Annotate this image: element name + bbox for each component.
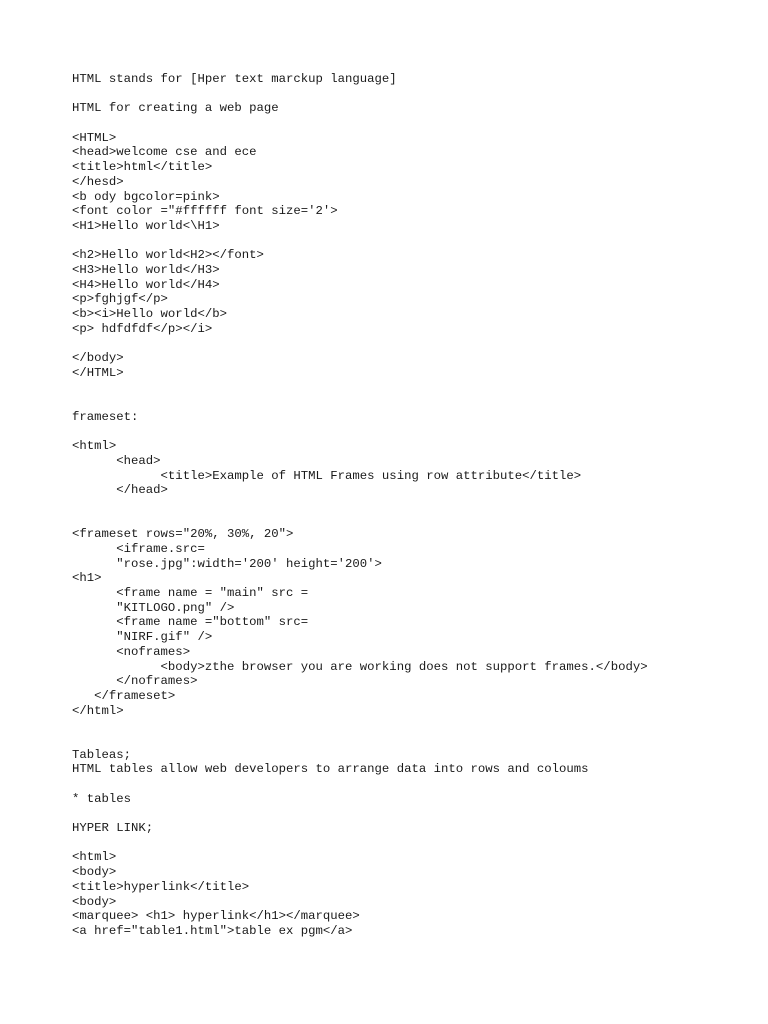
text-line: <marquee> <h1> hyperlink</h1></marquee> xyxy=(72,909,360,924)
blank-line xyxy=(72,733,752,748)
text-line: </frameset> xyxy=(72,688,176,703)
text-line: <html> xyxy=(72,439,117,454)
text-line: <H4>Hello world</H4> xyxy=(72,277,220,292)
text-line: HTML tables allow web developers to arrange data into rows and coloums xyxy=(72,762,589,777)
text-line: </html> xyxy=(72,703,124,718)
blank-line xyxy=(72,777,752,792)
text-line: Tableas; xyxy=(72,747,132,762)
text-line: <h2>Hello world<H2></font> xyxy=(72,248,264,263)
blank-line xyxy=(72,836,752,851)
text-line: </HTML> xyxy=(72,365,124,380)
text-line: <H1>Hello world<\H1> xyxy=(72,218,220,233)
blank-line xyxy=(72,380,752,395)
text-line: <body> xyxy=(72,894,117,909)
text-line: <frameset rows="20%, 30%, 20"> xyxy=(72,527,294,542)
text-line: <b><i>Hello world</b> xyxy=(72,307,227,321)
text-line: <body> xyxy=(72,865,117,880)
text-line: <body>zthe browser you are working does not support frames.</body> xyxy=(72,659,648,674)
text-line: <a href="table1.html">table ex pgm</a> xyxy=(72,923,353,938)
text-line: <frame name ="bottom" src= xyxy=(72,615,309,630)
blank-line xyxy=(72,395,752,410)
blank-line xyxy=(72,116,752,131)
text-line: <head> xyxy=(72,453,161,468)
text-line: HTML stands for [Hper text marckup language] xyxy=(72,72,397,86)
text-line: frameset: xyxy=(72,409,139,424)
blank-line xyxy=(72,806,752,821)
text-line: </noframes> xyxy=(72,674,198,689)
text-line: <html> xyxy=(72,850,117,865)
text-line: <title>hyperlink</title> xyxy=(72,879,250,894)
text-line: <frame name = "main" src = xyxy=(72,586,309,601)
text-line: <title>Example of HTML Frames using row attribute</title> xyxy=(72,468,582,483)
blank-line xyxy=(72,336,752,351)
text-line: HYPER LINK; xyxy=(72,821,154,836)
blank-line xyxy=(72,513,752,528)
text-line: </hesd> xyxy=(72,174,124,189)
text-line: <noframes> xyxy=(72,644,191,659)
text-line: <H3>Hello world</H3> xyxy=(72,262,220,277)
blank-line xyxy=(72,87,752,102)
text-line: <head>welcome cse and ece xyxy=(72,145,257,160)
text-line: <HTML> xyxy=(72,130,117,145)
blank-line xyxy=(72,425,752,440)
text-line: * tables xyxy=(72,791,132,806)
text-line: <h1> xyxy=(72,571,102,586)
blank-line xyxy=(72,234,752,249)
text-line: <p> hdfdfdf</p></i> xyxy=(72,321,213,336)
document-text xyxy=(72,72,752,939)
text-line: <iframe.src= xyxy=(72,542,205,556)
text-line: </head> xyxy=(72,483,168,498)
blank-line xyxy=(72,498,752,513)
text-line: "rose.jpg":width='200' height='200'> xyxy=(72,556,382,571)
text-line: <font color ="#ffffff font size='2'> xyxy=(72,204,338,219)
text-line: <p>fghjgf</p> xyxy=(72,292,168,307)
text-line: HTML for creating a web page xyxy=(72,101,279,116)
text-line: "NIRF.gif" /> xyxy=(72,630,213,645)
text-line: <b ody bgcolor=pink> xyxy=(72,189,220,204)
text-line: "KITLOGO.png" /> xyxy=(72,600,235,615)
blank-line xyxy=(72,718,752,733)
text-line: <title>html</title> xyxy=(72,160,213,175)
text-line: </body> xyxy=(72,351,124,366)
